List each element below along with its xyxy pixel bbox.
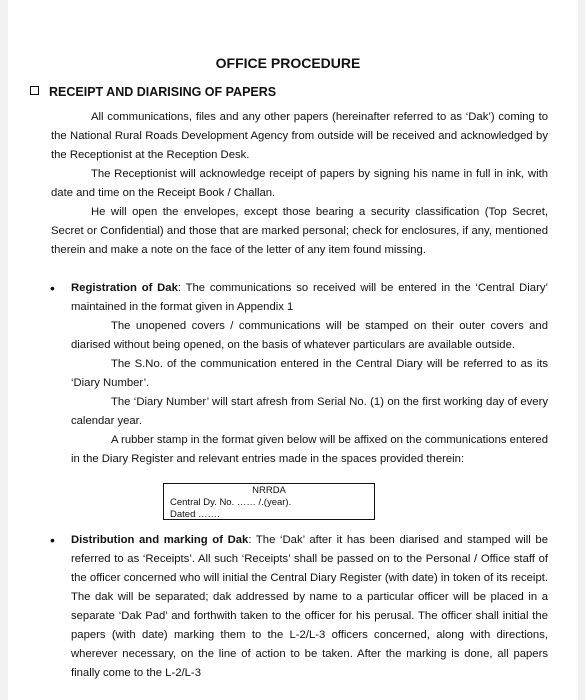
registration-paragraph-2: The unopened covers / communications will be stamped on their outer covers and diarised without being opened, on the basis of whatever particulars are available outside. <box>71 320 548 351</box>
distribution-paragraph <box>71 531 548 683</box>
registration-paragraph-3: The S.No. of the communication entered in the Central Diary will be referred to as its ‘Diary Number’. <box>71 358 548 389</box>
registration-heading: Registration of Dak <box>71 282 178 294</box>
page-title: OFFICE PROCEDURE <box>215 55 361 71</box>
intro-paragraph-1: All communications, files and any other papers (hereinafter referred to as ‘Dak’) coming to the National Rural Roads Development Agency from outside will be received and acknowledged by the Receptionist at the Reception Desk. <box>51 111 548 161</box>
registration-paragraph <box>71 279 548 317</box>
section-heading-text: RECEIPT AND DIARISING OF PAPERS <box>49 85 277 99</box>
distribution-text: : The ‘Dak’ after it has been diarised and stamped will be referred to as ‘Receipts’. All such ‘Receipts’ shall be passed on to the Personal / Office staff of the officer concerned who will initial the Central Diary Register (with date) in token of its receipt. The dak will be separated; dak addressed by name to a particular officer will be placed in a separate ‘Dak Pad’ and forthwith taken to the officer for his perusal. The officer shall initial the papers (with date) marking them to the L-2/L-3 officers concerned, along with directions, wherever necessary, on the line of action to be taken. After the marking is done, all papers finally come to the L-2/L-3 <box>71 534 548 679</box>
stamp-date: Dated ……. <box>170 509 220 520</box>
stamp-diary-number: Central Dy. No. …… /.(year). <box>170 497 292 508</box>
bullet-icon: • <box>50 532 55 548</box>
registration-paragraph-4: The ‘Diary Number’ will start afresh from Serial No. (1) on the first working day of every calendar year. <box>71 396 548 427</box>
section-heading <box>30 85 276 99</box>
bullet-icon: • <box>50 280 55 296</box>
stamp-title: NRRDA <box>252 485 286 496</box>
rubber-stamp-box <box>163 483 375 520</box>
registration-paragraph-5: A rubber stamp in the format given below will be affixed on the communications entered in the Diary Register and relevant entries made in the spaces provided therein: <box>71 434 548 465</box>
checkbox-bullet-icon <box>30 86 39 95</box>
document-page <box>8 0 578 700</box>
intro-paragraph-3: He will open the envelopes, except those bearing a security classification (Top Secret, Secret or Confidential) and those that are marked personal; check for enclosures, if any, mentioned therein and make a note on the face of the letter of any item found missing. <box>51 206 548 256</box>
registration-text: : The communications so received will be entered in the ‘Central Diary’ maintained in the format given in Appendix 1 <box>71 282 548 313</box>
intro-paragraph-2: The Receptionist will acknowledge receipt of papers by signing his name in full in ink, with date and time on the Receipt Book / Challan. <box>51 168 548 199</box>
distribution-heading: Distribution and marking of Dak <box>71 534 249 546</box>
